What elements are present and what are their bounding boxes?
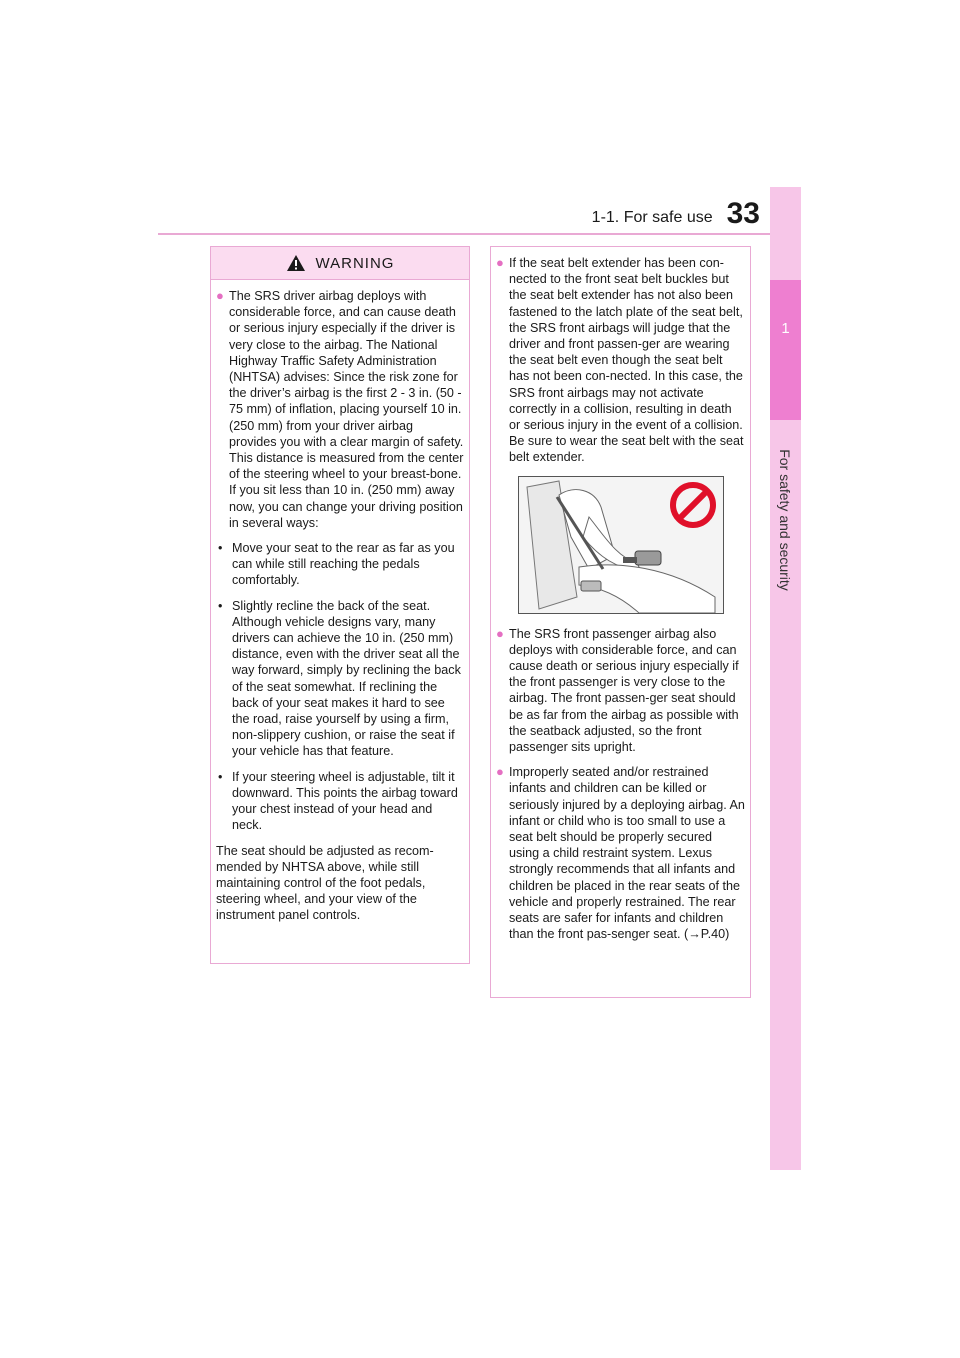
warning-header [211,247,469,280]
bullet-text: The SRS driver airbag deploys with considerable force, and can cause death or serious injury especially if the driver is very close to the airbag. The National Highway Traffic Safety Administration (NHTSA) advises: Since the risk zone for the driver’s airbag is the first 2 - 3 in. (50 - 75 mm) of inflation, placing yourself 10 in. (250 mm) from your driver airbag provides you with a clear margin of safety. This distance is measured from the center of the steering wheel to your breast-bone. If you sit less than 10 in. (250 mm) away now, you can change your driving position in several ways: [229,289,464,530]
sub-text: If your steering wheel is adjustable, tilt it downward. This points the airbag toward your chest instead of your head and neck. [232,769,458,833]
sub-text: Move your seat to the rear as far as you can while still reaching the pedals comfortably. [232,541,455,588]
bullet-text: Improperly seated and/or restrained infants and children can be killed or seriously injured by a deploying airbag. An infant or child who is too small to use a seat belt should be properly secured using a child restraint system. Lexus strongly recommends that all infants and children be placed in the rear seats of the vehicle and properly restrained. The rear seats are safer for infants and children than the front pas-senger seat. (→P.40) [509,765,745,942]
chapter-number: 1 [781,320,790,337]
warning-box-continued [490,246,751,998]
warning-box [210,246,470,964]
page-header [540,196,760,230]
list-item [216,288,464,531]
warning-content [211,280,469,924]
sub-list-item [216,540,464,589]
bullet-text: The SRS front passenger airbag also deploys with considerable force, and can cause death or serious injury especially if the front passenger is very close to the airbag. The front passen-ger seat should be as far from the airbag as possible with the seatback adjusted, so the front passenger sits upright. [509,626,739,755]
seat-belt-extender-image [519,477,723,613]
bullet-icon: ● [216,288,224,303]
warning-content-continued [491,247,750,943]
sub-bullet-icon: • [218,541,223,556]
chapter-title-text: For safety and security [777,449,793,591]
sub-bullet-icon: • [218,598,223,613]
list-item [496,626,745,756]
bullet-text: If the seat belt extender has been con-nected to the front seat belt buckles but the seat belt extender has not also been fastened to the latch plate of the seat belt, the SRS front airbags will judge that the driver and front passen-ger are wearing the seat belt even though the seat belt has not been con-nected. In this case, the SRS front airbags may not activate correctly in a collision, resulting in death or serious injury in the event of a collision. Be sure to wear the seat belt with the seat belt extender. [509,256,744,465]
bullet-icon: ● [496,764,504,780]
section-title: 1-1. For safe use [591,209,713,226]
bullet-icon: ● [496,625,504,641]
seat-belt-extender-illustration [518,476,724,614]
sub-list-item [216,598,464,760]
header-rule [158,233,770,235]
sub-text: Slightly recline the back of the seat. Although vehicle designs vary, many drivers can achieve the 10 in. (250 mm) distance, even with the driver seat all the way forward, simply by reclining the back of the seat somewhat. If reclining the back of your seat makes it hard to see the road, raise yourself by using a firm, non-slippery cushion, or raise the seat if your vehicle has that feature. [232,598,461,759]
warning-triangle-icon [286,254,306,272]
warning-title: WARNING [315,254,395,272]
sub-bullet-icon: • [218,769,223,784]
list-item [496,255,745,466]
chapter-tab-active [770,280,801,420]
page-number: 33 [726,197,760,230]
bullet-icon: ● [496,255,504,270]
list-item [496,764,745,942]
sub-list-item [216,769,464,834]
closing-paragraph: The seat should be adjusted as recom-mended by NHTSA above, while still maintaining control of the foot pedals, steering wheel, and your view of the instrument panel controls. [216,843,434,923]
